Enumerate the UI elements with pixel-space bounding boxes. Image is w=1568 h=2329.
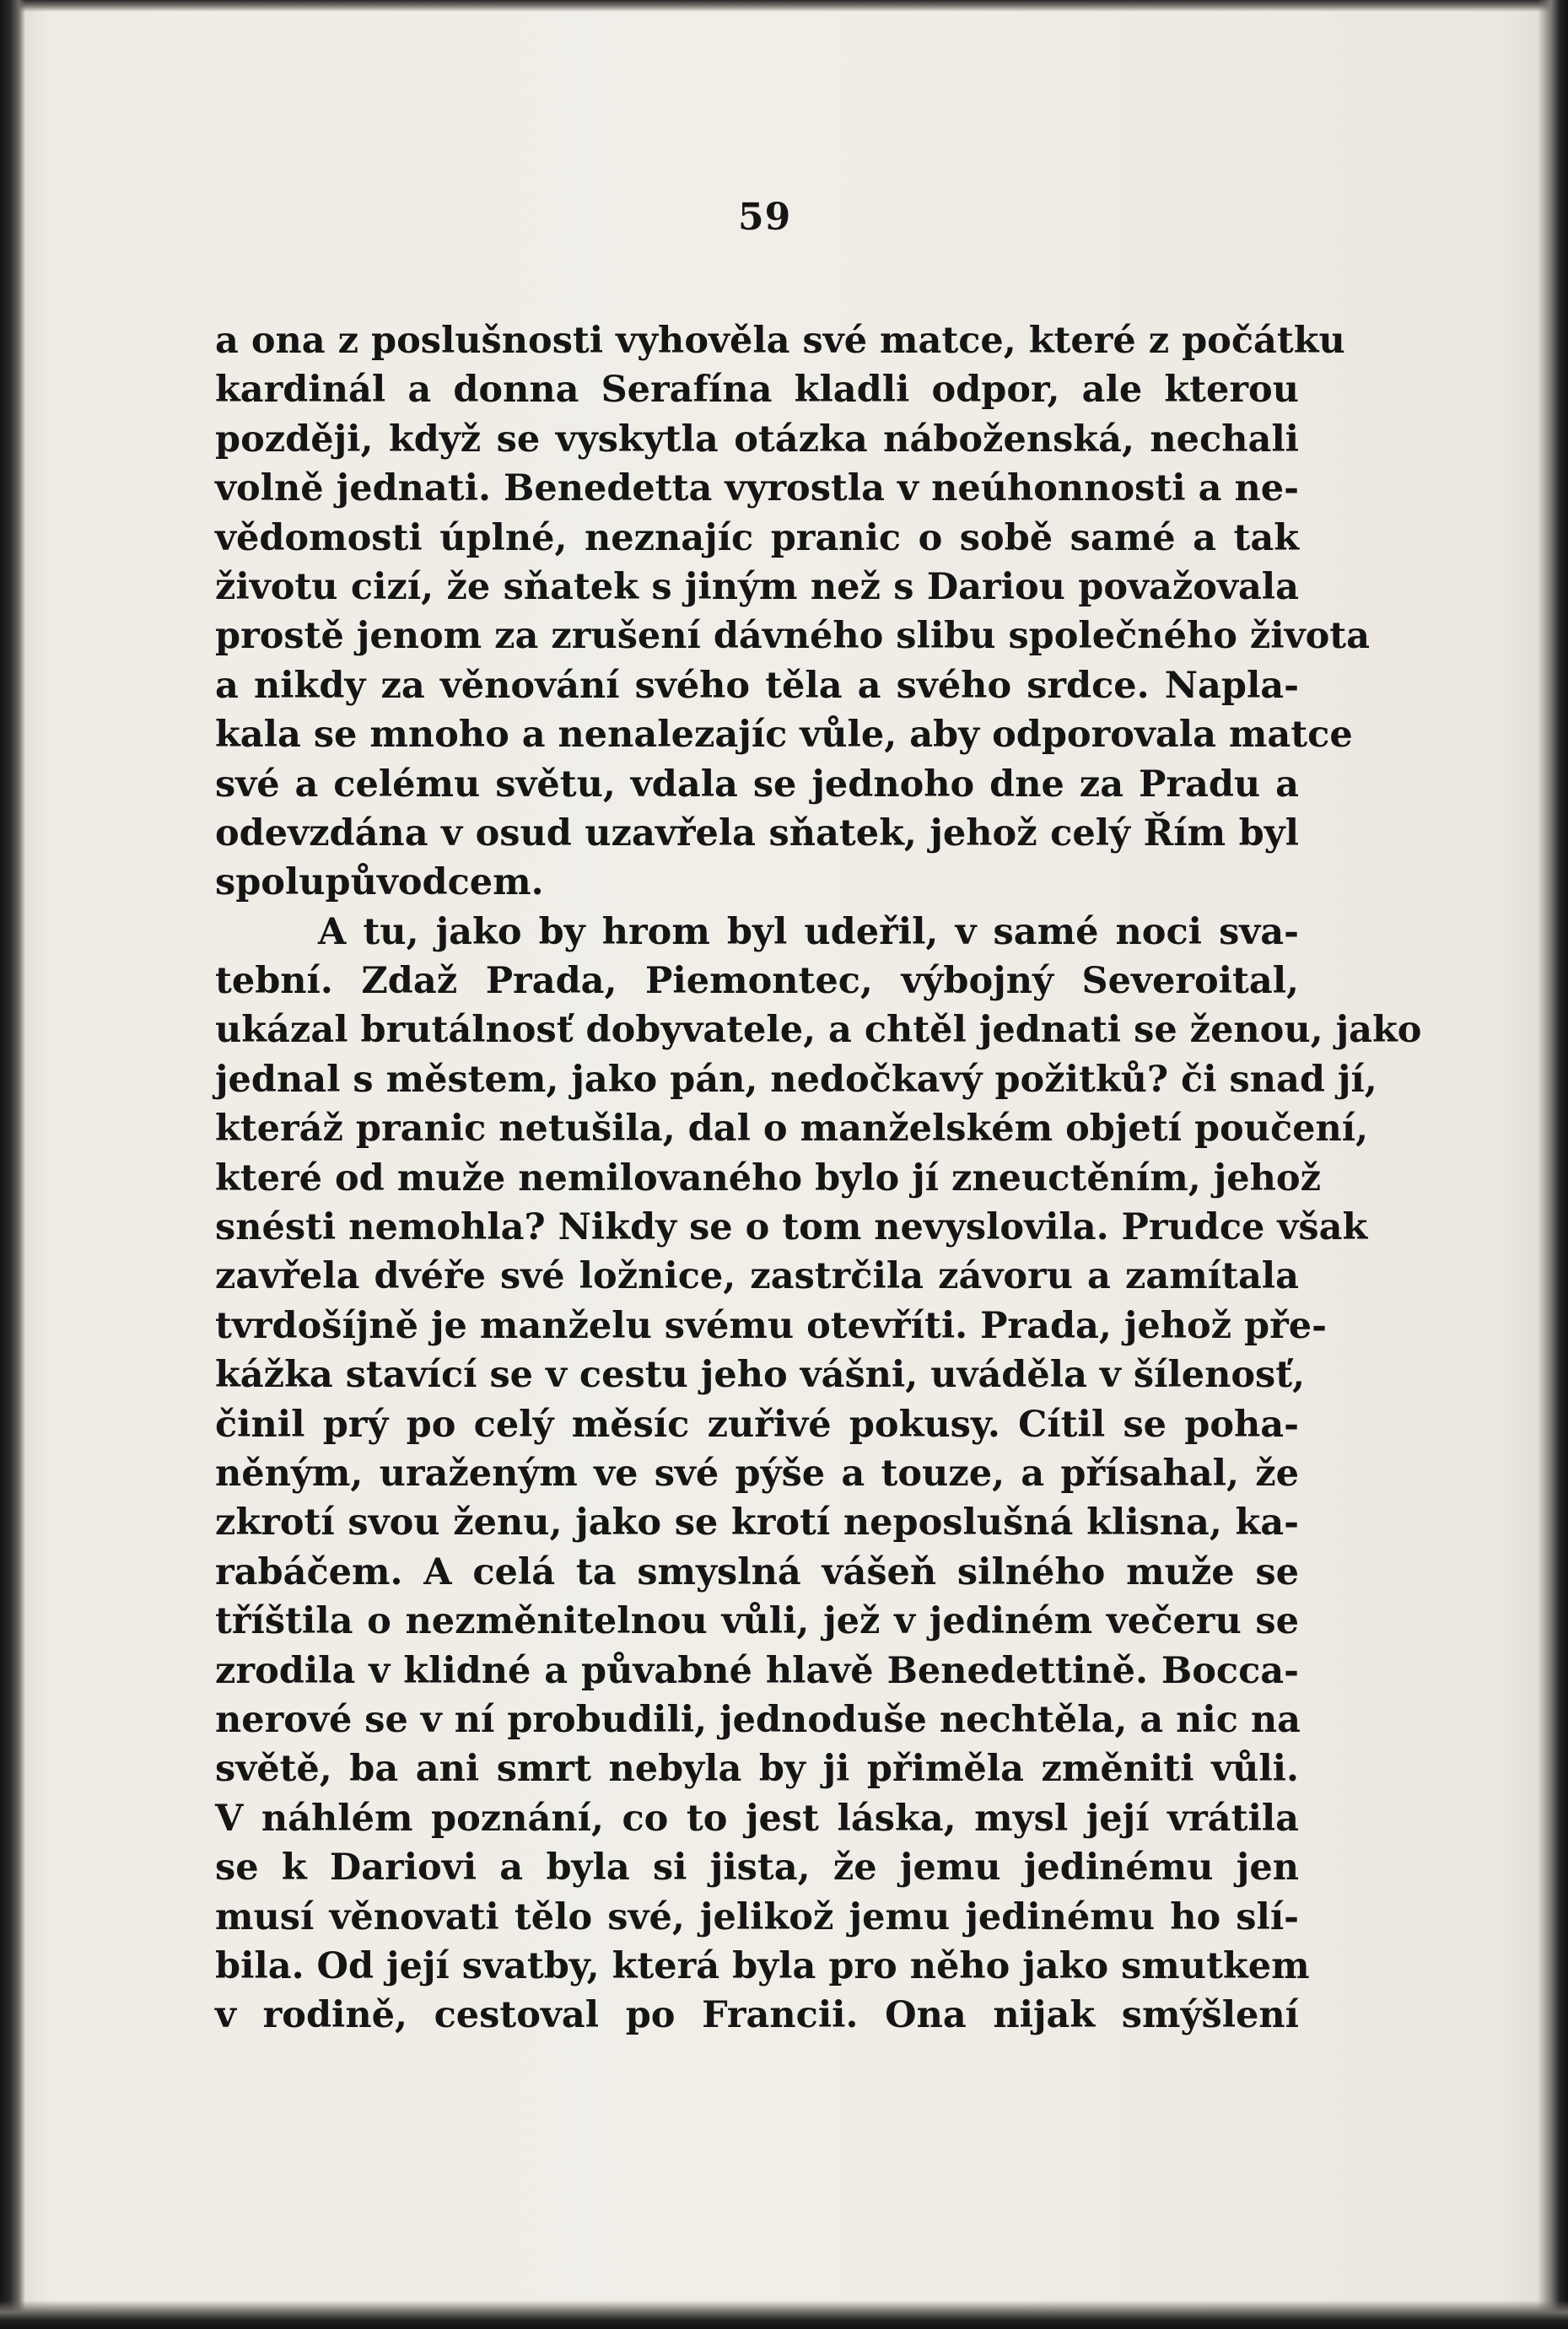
paragraph-start-line: A tu, jako by hrom byl udeřil, v samé noci sva- [318,910,1299,953]
text-line: životu cizí, že sňatek s jiným než s Dariou považovala [215,565,1299,608]
left-scan-edge [0,0,25,2329]
text-line: vědomosti úplné, neznajíc pranic o sobě samé a tak [215,516,1299,559]
top-scan-edge [0,0,1568,12]
text-line: tební. Zdaž Prada, Piemontec, výbojný Severoital, [215,960,1299,1003]
text-line: V náhlém poznání, co to jest láska, mysl její vrátila [215,1797,1299,1840]
text-line: odevzdána v osud uzavřela sňatek, jehož celý Řím byl [215,811,1299,855]
text-line: kardinál a donna Serafína kladli odpor, ale kterou [215,369,1299,412]
body-text [215,316,1422,2041]
text-line: bila. Od její svatby, která byla pro něho jako smutkem [215,1944,1310,1987]
text-line: tvrdošíjně je manželu svému otevříti. Prada, jehož pře- [215,1304,1327,1347]
text-line: volně jednati. Benedetta vyrostla v neúhonnosti a ne- [215,467,1299,510]
text-line: kala se mnoho a nenalezajíc vůle, aby odporovala matce [215,714,1353,757]
right-scan-edge [1538,0,1568,2329]
text-line: prostě jenom za zrušení dávného slibu společného života [215,615,1370,658]
text-line: ukázal brutálnosť dobyvatele, a chtěl jednati se ženou, jako [215,1009,1422,1052]
text-line: kážka stavící se v cestu jeho vášni, uváděla v šílenosť, [215,1354,1306,1397]
text-line: v rodině, cestoval po Francii. Ona nijak smýšlení [215,1994,1299,2037]
text-line: zavřela dvéře své ložnice, zastrčila závoru a zamítala [215,1255,1299,1298]
text-line: zkrotí svou ženu, jako se krotí neposlušná klisna, ka- [215,1501,1299,1545]
text-line: se k Dariovi a byla si jista, že jemu jedinému jen [215,1846,1299,1890]
text-line: kteráž pranic netušila, dal o manželském objetí poučení, [215,1108,1369,1151]
text-line: činil prý po celý měsíc zuřivé pokusy. Cítil se poha- [215,1403,1299,1446]
text-line: spolupůvodcem. [215,861,544,904]
bottom-scan-edge [0,2300,1568,2329]
text-line: světě, ba ani smrt nebyla by ji přiměla změniti vůli. [215,1748,1299,1791]
text-line: snésti nemohla? Nikdy se o tom nevyslovila. Prudce však [215,1206,1368,1249]
text-line: a ona z poslušnosti vyhověla své matce, které z počátku [215,320,1345,362]
text-line: které od muže nemilovaného bylo jí zneuctěním, jehož [215,1156,1321,1200]
text-line: a nikdy za věnování svého těla a svého srdce. Napla- [215,664,1299,707]
text-line: něným, uraženým ve své pýše a touze, a přísahal, že [215,1452,1299,1495]
text-line: nerové se v ní probudili, jednoduše nechtěla, a nic na [215,1698,1301,1741]
text-line: jednal s městem, jako pán, nedočkavý požitků? či snad jí, [215,1058,1377,1101]
text-line: zrodila v klidné a půvabné hlavě Benedettině. Bocca- [215,1649,1299,1692]
text-line: rabáčem. A celá ta smyslná vášeň silného muže se [215,1550,1299,1593]
page-number: 59 [738,196,792,239]
text-line: později, když se vyskytla otázka náboženská, nechali [215,418,1299,461]
text-line: tříštila o nezměnitelnou vůli, jež v jediném večeru se [215,1600,1299,1643]
text-line: musí věnovati tělo své, jelikož jemu jedinému ho slí- [215,1895,1299,1938]
text-line: své a celému světu, vdala se jednoho dne za Pradu a [215,763,1299,806]
